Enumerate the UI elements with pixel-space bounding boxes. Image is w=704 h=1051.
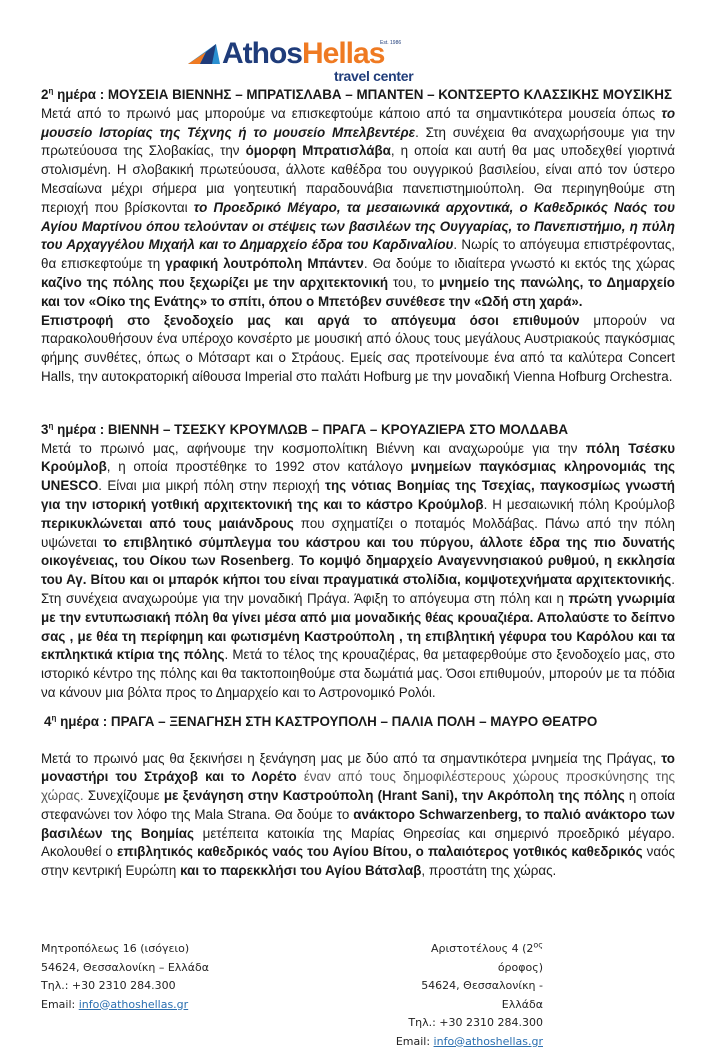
day-title-text: ημέρα : ΠΡΑΓΑ – ΞΕΝΑΓΗΣΗ ΣΤΗ ΚΑΣΤΡΟΥΠΟΛΗ – ΠΑΛΙΑ ΠΟΛΗ – ΜΑΥΡΟ ΘΕΑΤΡΟ (56, 714, 597, 729)
text-run: , προστάτη της χώρας. (421, 863, 556, 878)
footer-phone: Τηλ.: +30 2310 284.300 (383, 1014, 543, 1033)
text-run: . Στη συνέχεια θα αναχωρήσουμε για την πρωτεύουσα της Σλοβακίας, την (41, 125, 675, 159)
footer-address: Μητροπόλεως 16 (ισόγειο) (41, 940, 209, 959)
day-sup: η (51, 713, 56, 722)
text-run: με ξενάγηση στην Καστρούπολη (Hrant Sani), την Ακρόπολη της πόλης (164, 788, 625, 803)
text-run: . Στη συνέχεια αναχωρούμε για την μοναδική Πράγα. Άφιξη το απόγευμα στη πόλη και η (41, 572, 675, 606)
text-run: . Η μεσαιωνική πόλη Κρούμλοβ (484, 497, 675, 512)
text-run: το μουσείο Ιστορίας της Τέχνης ή το μουσείο Μπελβεντέρε (41, 106, 675, 140)
day-number: 2 (41, 87, 48, 102)
day-number: 3 (41, 422, 48, 437)
text-run: πρώτη γνωριμία με την εντυπωσιακή πόλη θα γίνει μέσα από μια μοναδικής θέας κρουαζιέρα. Απολαύστε το δείπνο σας , με θέα τη περίφημη και φωτισμένη Καστρούπολη , τη επιβλητική γέφυρα του Καρόλου και τα εκπληκτικά κτίρια της πόλης (41, 591, 675, 662)
text-run: , η οποία προστέθηκε το 1992 στον κατάλογο (107, 459, 411, 474)
text-run: του, το (388, 275, 439, 290)
footer-city: 54624, Θεσσαλονίκη - Ελλάδα (383, 977, 543, 1014)
text-run: Επιστροφή στο ξενοδοχείο μας και αργά το απόγευμα όσοι επιθυμούν (41, 313, 580, 328)
text-run: Μετά το πρωινό μας, αφήνουμε την κοσμοπολίτικη Βιέννη και αναχωρούμε για την (41, 441, 586, 456)
text-run: το Προεδρικό Μέγαρο, τα μεσαιωνικά αρχοντικά, ο Καθεδρικός Ναός του Αγίου Μαρτίνου όπου τελούνταν οι στέψεις των βασιλέων της Ουγγαρίας, το Πανεπιστήμιο, η πύλη του Αρχαγγέλου Μιχαήλ και το Δημαρχείο έδρα του Καρδιναλίου (41, 200, 675, 253)
text-run: μνημείων παγκόσμιας κληρονομιάς της UNESCO (41, 459, 675, 493)
day2-title (41, 86, 675, 105)
text-run: Μετά από το πρωινό μας μπορούμε να επισκεφτούμε κάποιο από τα σημαντικότερα μουσεία όπως (41, 106, 661, 121)
athos-hellas-logo (186, 36, 416, 84)
day-title-text: ημέρα : ΜΟΥΣΕΙΑ ΒΙΕΝΝΗΣ – ΜΠΡΑΤΙΣΛΑΒΑ – ΜΠΑΝΤΕΝ – ΚΟΝΤΣΕΡΤΟ ΚΛΑΣΣΙΚΗΣ ΜΟΥΣΙΚΗΣ (53, 87, 672, 102)
footer-address (383, 940, 543, 977)
text-run: ναός στην κεντρική Ευρώπη (41, 844, 675, 878)
day4-paragraph-1 (41, 750, 675, 882)
text-run: μπορούν να παρακολουθήσουν ένα υπέροχο κονσέρτο με μουσική από όλους τους μεγάλους Αυστριακούς παγκόσμιας φήμης συνθέτες, όπως ο Μότσαρτ και ο Στράους. Εμείς σας προτείνουμε ένα από τα καλύτερα Concert Halls, την αυτοκρατορική αίθουσα Imperial στο παλάτι Hofburg με την μοναδική Vienna Hofburg Orchestra. (41, 313, 675, 384)
text-run: η οποία στεφανώνει τον λόφο της Mala Strana. Θα δούμε το (41, 788, 675, 822)
text-run: το επιβλητικό σύμπλεγμα του κάστρου και του πύργου, άλλοτε έδρα της πιο δυνατής οικογένειας, του Οίκου των Rosenberg (41, 535, 675, 569)
text-run: που σχηματίζει ο ποταμός Μολδάβας. Πάνω από την πόλη υψώνεται (41, 516, 675, 550)
text-run: . Είναι μια μικρή πόλη στην περιοχή (98, 478, 325, 493)
day-title-text: ημέρα : ΒΙΕΝΝΗ – ΤΣΕΣΚΥ ΚΡΟΥΜΛΩΒ – ΠΡΑΓΑ – ΚΡΟΥΑΖΙΕΡΑ ΣΤΟ ΜΟΛΔΑΒΑ (53, 422, 568, 437)
email-link[interactable]: info@athoshellas.gr (434, 1035, 543, 1048)
text-run: το μοναστήρι του Στράχοβ και το Λορέτο (41, 751, 675, 785)
text-run: , η οποία και αυτή θα μας υποδεχθεί γιορτινά στολισμένη. Η σλοβακική πρωτεύουσα, άλλοτε καθέδρα του ουγγρικού βασιλείου, είναι από τον ύστερο Μεσαίωνα μέχρι σήμερα μια γοητευτική παραδουνάβια πανεπιστημιούπολη. Θα περιηγηθούμε στη περιοχή που βρίσκονται (41, 143, 675, 214)
text-run: καζίνο της πόλης που ξεχωρίζει με την αρχιτεκτονική (41, 275, 388, 290)
text-run: της νότιας Βοημίας της Τσεχίας, παγκοσμίως γνωστή για την ιστορική γοτθική αρχιτεκτονική της και το κάστρο Κρούμλοβ (41, 478, 675, 512)
footer-email-row (383, 1033, 543, 1051)
footer-office-right (383, 940, 543, 1051)
text-run: . Θα δούμε το ιδιαίτερα γνωστό κι εκτός της χώρας (364, 256, 675, 271)
email-link[interactable]: info@athoshellas.gr (79, 998, 188, 1011)
address-suffix: όροφος) (498, 961, 543, 974)
text-run: περικυκλώνεται από τους μαιάνδρους (41, 516, 294, 531)
text-run: και το παρεκκλήσι του Αγίου Βάτσλαβ (180, 863, 421, 878)
logo-subtitle: travel center (334, 68, 413, 84)
itinerary-content (41, 86, 675, 881)
text-run: πόλη Τσέσκυ Κρούμλοβ (41, 441, 675, 475)
day3-paragraph-1 (41, 440, 675, 703)
text-run: μετέπειτα κατοικία της Μαρίας Θηρεσίας και σημερινό προεδρικό μέγαρο. Ακολουθεί ο (41, 826, 675, 860)
email-label: Email: (396, 1035, 434, 1048)
logo-wordmark (222, 36, 384, 72)
text-run: Συνεχίζουμε (84, 788, 164, 803)
text-run: . Μετά το τέλος της κρουαζιέρας, θα μεταφερθούμε στο ξενοδοχείο μας, στο ιστορικό κέντρο της πόλης και θα τακτοποιηθούμε στα δωμάτιά μας. Όσοι επιθυμούν, μπορούν με τα πόδια να κάνουν μια βόλτα προς το Δημαρχείο και το Αστρονομικό Ρολόι. (41, 647, 675, 700)
logo-athos: Athos (222, 37, 302, 70)
logo-hellas: Hellas (302, 37, 384, 70)
text-run: ανάκτορο Schwarzenberg, το παλιό ανάκτορο των βασιλέων της Βοημίας (41, 807, 675, 841)
footer-city: 54624, Θεσσαλονίκη – Ελλάδα (41, 959, 209, 978)
text-run: . (290, 553, 299, 568)
day2-paragraph-1 (41, 105, 675, 312)
text-run: επιβλητικός καθεδρικός ναός του Αγίου Βίτου, ο παλαιότερος γοτθικός καθεδρικός (117, 844, 643, 859)
text-run: έναν από τους δημοφιλέστερους χώρους προσκύνησης της χώρας. (41, 769, 675, 803)
footer-office-left (41, 940, 209, 1014)
day4-title (41, 713, 675, 732)
day-number: 4 (44, 714, 51, 729)
day3-title (41, 421, 675, 440)
logo-mountain-icon (186, 42, 222, 66)
text-run: Μετά το πρωινό μας θα ξεκινήσει η ξενάγηση μας με δύο από τα σημαντικότερα μνημεία της Πράγας, (41, 751, 661, 766)
text-run: . Νωρίς το απόγευμα επιστρέφοντας, θα επισκεφτούμε τη (41, 237, 675, 271)
text-run: όμορφη Μπρατισλάβα (246, 143, 391, 158)
text-run: μνημείο της πανώλης, το Δημαρχείο και τον «Οίκο της Ενάτης» το σπίτι, όπου ο Μπετόβεν συνέθεσε την «Ωδή στη χαρά». (41, 275, 675, 309)
text-run: Το κομψό δημαρχείο Αναγεννησιακού ρυθμού, η εκκλησία του Αγ. Βίτου και οι μπαρόκ κήποι του είναι πραγματικά στολίδια, κομψοτεχνήματα αρχιτεκτονικής (41, 553, 675, 587)
footer-phone: Τηλ.: +30 2310 284.300 (41, 977, 209, 996)
address-text: Αριστοτέλους 4 (2 (431, 942, 533, 955)
text-run: γραφική λουτρόπολη Μπάντεν (165, 256, 364, 271)
day-sup: η (48, 421, 53, 430)
logo-est: Est. 1986 (380, 40, 401, 46)
footer-email-row (41, 996, 209, 1015)
day-sup: η (48, 87, 53, 96)
address-sup: ος (533, 940, 543, 949)
email-label: Email: (41, 998, 79, 1011)
day2-paragraph-2 (41, 312, 675, 387)
